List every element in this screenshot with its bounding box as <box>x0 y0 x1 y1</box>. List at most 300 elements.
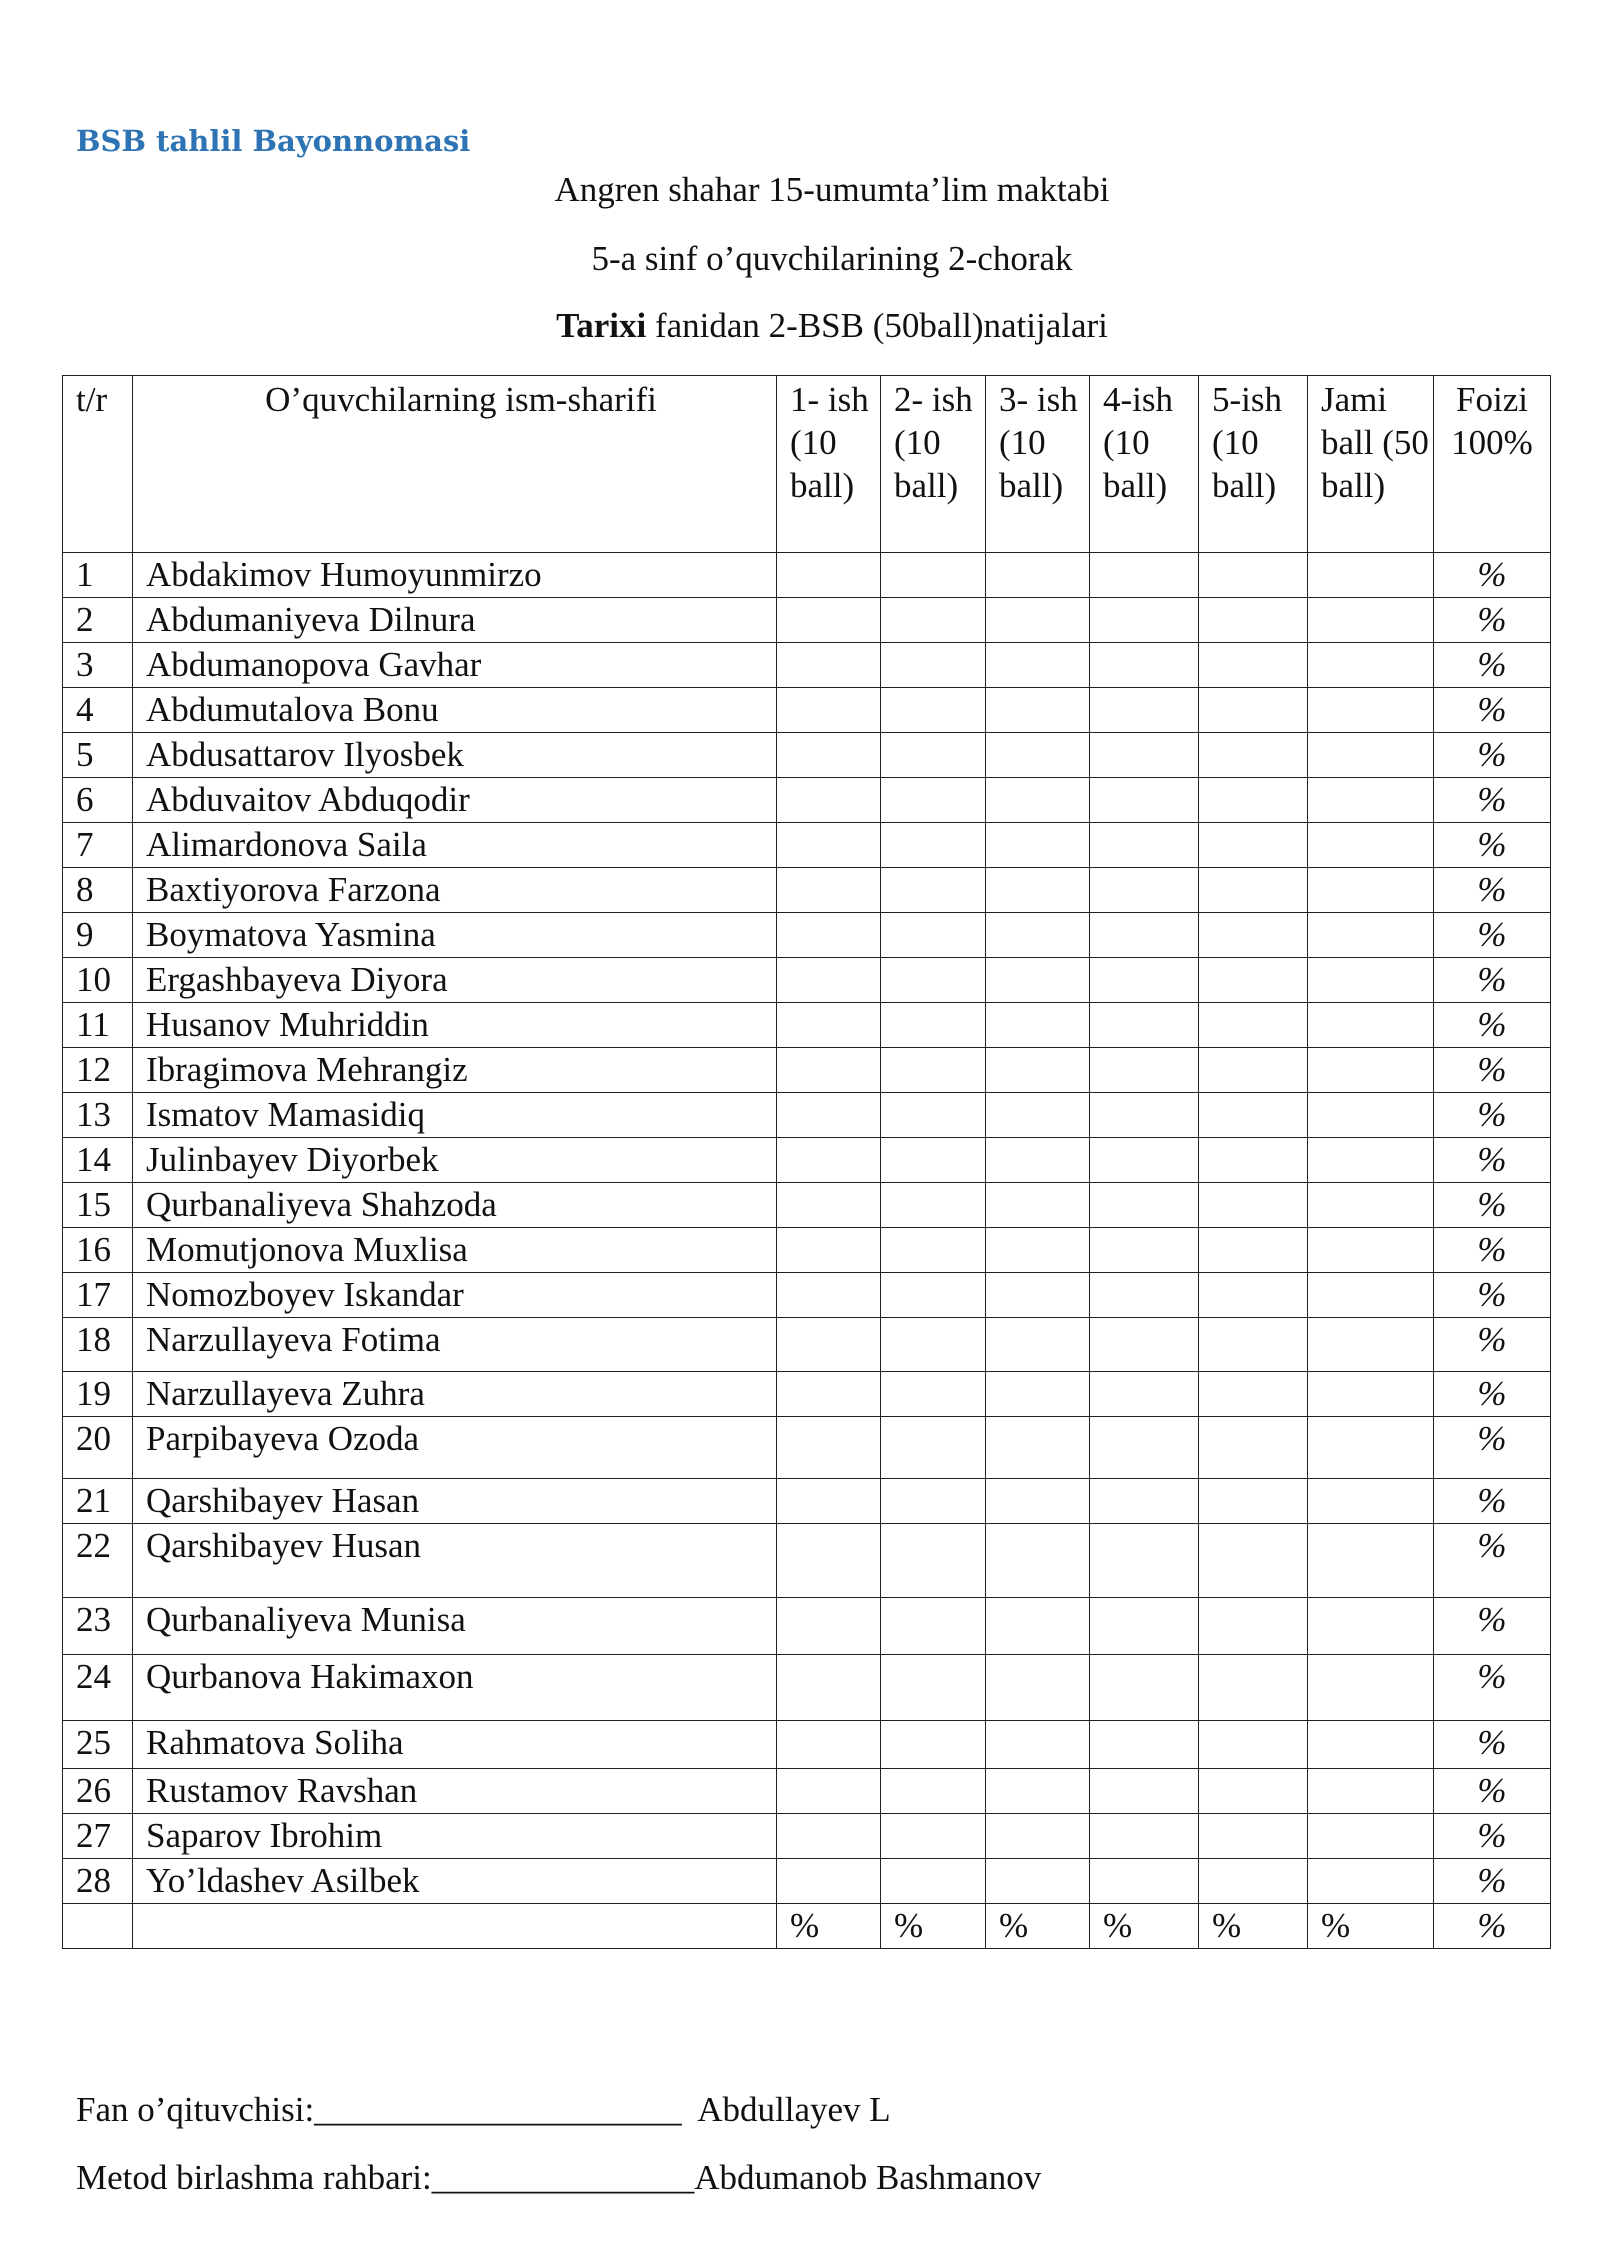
score-cell-total[interactable] <box>1308 1598 1434 1655</box>
score-cell-total[interactable] <box>1308 1273 1434 1318</box>
student-name: Yo’ldashev Asilbek <box>133 1859 777 1904</box>
score-cell-work-3[interactable] <box>986 733 1090 778</box>
row-number: 28 <box>63 1859 133 1904</box>
score-cell-total[interactable] <box>1308 1183 1434 1228</box>
score-cell-work-4[interactable] <box>1090 1093 1199 1138</box>
header-work-3: 3- ish (10 ball) <box>986 376 1090 553</box>
student-name: Ibragimova Mehrangiz <box>133 1048 777 1093</box>
student-name: Nomozboyev Iskandar <box>133 1273 777 1318</box>
table-row <box>63 553 1551 598</box>
score-cell-work-1[interactable] <box>777 598 881 643</box>
table-row <box>63 1228 1551 1273</box>
summary-row <box>63 1904 1551 1949</box>
percent-cell: % <box>1434 1318 1551 1372</box>
score-cell-work-3[interactable] <box>986 1048 1090 1093</box>
row-number: 23 <box>63 1598 133 1655</box>
score-cell-work-5[interactable] <box>1199 1859 1308 1904</box>
score-cell-work-5[interactable] <box>1199 688 1308 733</box>
score-cell-total[interactable] <box>1308 1138 1434 1183</box>
score-cell-work-3[interactable] <box>986 688 1090 733</box>
percent-cell: % <box>1434 1273 1551 1318</box>
student-name: Qarshibayev Hasan <box>133 1479 777 1524</box>
percent-cell: % <box>1434 1228 1551 1273</box>
percent-cell: % <box>1434 643 1551 688</box>
summary-empty-cell <box>133 1904 777 1949</box>
header-number: t/r <box>63 376 133 553</box>
score-cell-work-5[interactable] <box>1199 1048 1308 1093</box>
score-cell-work-2[interactable] <box>881 553 986 598</box>
score-cell-total[interactable] <box>1308 1318 1434 1372</box>
student-name: Qurbanaliyeva Munisa <box>133 1598 777 1655</box>
table-row <box>63 688 1551 733</box>
score-cell-work-2[interactable] <box>881 913 986 958</box>
score-cell-work-5[interactable] <box>1199 868 1308 913</box>
score-cell-work-5[interactable] <box>1199 1814 1308 1859</box>
score-cell-total[interactable] <box>1308 1721 1434 1769</box>
score-cell-work-1[interactable] <box>777 1003 881 1048</box>
score-cell-total[interactable] <box>1308 1524 1434 1598</box>
percent-cell: % <box>1434 1479 1551 1524</box>
summary-empty-cell <box>63 1904 133 1949</box>
row-number: 17 <box>63 1273 133 1318</box>
score-cell-work-2[interactable] <box>881 823 986 868</box>
score-cell-work-2[interactable] <box>881 643 986 688</box>
percent-cell: % <box>1434 958 1551 1003</box>
score-cell-work-1[interactable] <box>777 958 881 1003</box>
score-cell-work-1[interactable] <box>777 1417 881 1479</box>
score-cell-total[interactable] <box>1308 553 1434 598</box>
score-cell-work-5[interactable] <box>1199 1273 1308 1318</box>
student-name: Baxtiyorova Farzona <box>133 868 777 913</box>
score-cell-work-5[interactable] <box>1199 598 1308 643</box>
score-cell-work-2[interactable] <box>881 1769 986 1814</box>
score-cell-work-3[interactable] <box>986 823 1090 868</box>
score-cell-work-1[interactable] <box>777 1769 881 1814</box>
student-name: Abdumutalova Bonu <box>133 688 777 733</box>
class-line: 5-a sinf o’quvchilarining 2-chorak <box>591 239 1073 278</box>
student-name: Qarshibayev Husan <box>133 1524 777 1598</box>
score-cell-work-5[interactable] <box>1199 1721 1308 1769</box>
percent-cell: % <box>1434 1372 1551 1417</box>
percent-cell: % <box>1434 1138 1551 1183</box>
score-cell-work-1[interactable] <box>777 1721 881 1769</box>
score-cell-work-5[interactable] <box>1199 1228 1308 1273</box>
header-total: Jami ball (50 ball) <box>1308 376 1434 553</box>
score-cell-work-2[interactable] <box>881 1859 986 1904</box>
student-name: Alimardonova Saila <box>133 823 777 868</box>
score-cell-work-5[interactable] <box>1199 1598 1308 1655</box>
score-cell-work-4[interactable] <box>1090 1138 1199 1183</box>
score-cell-total[interactable] <box>1308 823 1434 868</box>
score-cell-work-5[interactable] <box>1199 1479 1308 1524</box>
table-row <box>63 868 1551 913</box>
score-cell-work-3[interactable] <box>986 913 1090 958</box>
score-cell-work-3[interactable] <box>986 1721 1090 1769</box>
score-cell-work-1[interactable] <box>777 1814 881 1859</box>
percent-cell: % <box>1434 913 1551 958</box>
score-cell-work-5[interactable] <box>1199 643 1308 688</box>
student-name: Momutjonova Muxlisa <box>133 1228 777 1273</box>
subject-line-rest: fanidan 2-BSB (50ball)natijalari <box>646 306 1108 345</box>
table-row <box>63 1479 1551 1524</box>
score-cell-work-2[interactable] <box>881 1228 986 1273</box>
percent-cell: % <box>1434 1721 1551 1769</box>
score-cell-work-5[interactable] <box>1199 913 1308 958</box>
score-cell-work-2[interactable] <box>881 598 986 643</box>
score-cell-work-4[interactable] <box>1090 868 1199 913</box>
score-cell-work-2[interactable] <box>881 1318 986 1372</box>
score-cell-total[interactable] <box>1308 598 1434 643</box>
row-number: 4 <box>63 688 133 733</box>
score-cell-work-3[interactable] <box>986 598 1090 643</box>
score-cell-work-5[interactable] <box>1199 1138 1308 1183</box>
summary-percent-cell: % <box>986 1904 1090 1949</box>
percent-cell: % <box>1434 823 1551 868</box>
table-row <box>63 1372 1551 1417</box>
score-cell-work-3[interactable] <box>986 1655 1090 1721</box>
row-number: 25 <box>63 1721 133 1769</box>
row-number: 18 <box>63 1318 133 1372</box>
percent-cell: % <box>1434 1769 1551 1814</box>
score-cell-work-2[interactable] <box>881 1721 986 1769</box>
row-number: 10 <box>63 958 133 1003</box>
summary-percent-cell: % <box>1090 1904 1199 1949</box>
score-cell-work-1[interactable] <box>777 1273 881 1318</box>
score-cell-total[interactable] <box>1308 643 1434 688</box>
percent-cell: % <box>1434 1524 1551 1598</box>
score-cell-work-5[interactable] <box>1199 733 1308 778</box>
percent-cell: % <box>1434 1655 1551 1721</box>
score-cell-work-4[interactable] <box>1090 1814 1199 1859</box>
score-cell-total[interactable] <box>1308 868 1434 913</box>
row-number: 2 <box>63 598 133 643</box>
school-line: Angren shahar 15-umumta’lim maktabi <box>554 170 1110 209</box>
score-cell-work-4[interactable] <box>1090 1372 1199 1417</box>
student-name: Ismatov Mamasidiq <box>133 1093 777 1138</box>
score-cell-work-5[interactable] <box>1199 1655 1308 1721</box>
row-number: 27 <box>63 1814 133 1859</box>
score-cell-work-5[interactable] <box>1199 958 1308 1003</box>
table-row <box>63 913 1551 958</box>
score-cell-work-4[interactable] <box>1090 913 1199 958</box>
table-row <box>63 1318 1551 1372</box>
score-cell-total[interactable] <box>1308 733 1434 778</box>
score-cell-work-4[interactable] <box>1090 1318 1199 1372</box>
score-cell-work-1[interactable] <box>777 1859 881 1904</box>
score-cell-work-3[interactable] <box>986 1417 1090 1479</box>
score-cell-work-3[interactable] <box>986 1769 1090 1814</box>
row-number: 9 <box>63 913 133 958</box>
score-cell-total[interactable] <box>1308 1479 1434 1524</box>
score-cell-work-1[interactable] <box>777 1372 881 1417</box>
percent-cell: % <box>1434 688 1551 733</box>
score-cell-work-3[interactable] <box>986 1183 1090 1228</box>
results-table <box>62 375 1551 1949</box>
score-cell-work-1[interactable] <box>777 1655 881 1721</box>
table-row <box>63 1814 1551 1859</box>
score-cell-work-3[interactable] <box>986 1093 1090 1138</box>
score-cell-work-3[interactable] <box>986 1003 1090 1048</box>
score-cell-total[interactable] <box>1308 1814 1434 1859</box>
row-number: 19 <box>63 1372 133 1417</box>
student-name: Narzullayeva Zuhra <box>133 1372 777 1417</box>
score-cell-work-3[interactable] <box>986 643 1090 688</box>
score-cell-work-1[interactable] <box>777 1138 881 1183</box>
document-heading: BSB tahlil Bayonnomasi <box>76 124 471 158</box>
row-number: 24 <box>63 1655 133 1721</box>
score-cell-total[interactable] <box>1308 1048 1434 1093</box>
table-row <box>63 1093 1551 1138</box>
score-cell-work-1[interactable] <box>777 823 881 868</box>
score-cell-work-4[interactable] <box>1090 1859 1199 1904</box>
score-cell-work-2[interactable] <box>881 1655 986 1721</box>
score-cell-work-1[interactable] <box>777 643 881 688</box>
percent-cell: % <box>1434 1417 1551 1479</box>
score-cell-work-2[interactable] <box>881 1814 986 1859</box>
score-cell-work-5[interactable] <box>1199 1769 1308 1814</box>
score-cell-work-2[interactable] <box>881 1372 986 1417</box>
row-number: 20 <box>63 1417 133 1479</box>
student-name: Abdakimov Humoyunmirzo <box>133 553 777 598</box>
student-name: Narzullayeva Fotima <box>133 1318 777 1372</box>
score-cell-work-4[interactable] <box>1090 688 1199 733</box>
score-cell-work-1[interactable] <box>777 733 881 778</box>
score-cell-work-4[interactable] <box>1090 1598 1199 1655</box>
student-name: Ergashbayeva Diyora <box>133 958 777 1003</box>
percent-cell: % <box>1434 598 1551 643</box>
table-row <box>63 1183 1551 1228</box>
table-row <box>63 1769 1551 1814</box>
head-signature-line: Metod birlashma rahbari:_______________Abdumanob Bashmanov <box>76 2158 1042 2197</box>
score-cell-work-5[interactable] <box>1199 1318 1308 1372</box>
score-cell-work-4[interactable] <box>1090 598 1199 643</box>
percent-cell: % <box>1434 1048 1551 1093</box>
score-cell-work-3[interactable] <box>986 1598 1090 1655</box>
score-cell-work-3[interactable] <box>986 778 1090 823</box>
score-cell-work-4[interactable] <box>1090 1183 1199 1228</box>
table-row <box>63 643 1551 688</box>
row-number: 22 <box>63 1524 133 1598</box>
score-cell-work-2[interactable] <box>881 1273 986 1318</box>
score-cell-total[interactable] <box>1308 688 1434 733</box>
score-cell-work-5[interactable] <box>1199 553 1308 598</box>
score-cell-total[interactable] <box>1308 1372 1434 1417</box>
row-number: 15 <box>63 1183 133 1228</box>
score-cell-work-4[interactable] <box>1090 553 1199 598</box>
percent-cell: % <box>1434 1598 1551 1655</box>
student-name: Rustamov Ravshan <box>133 1769 777 1814</box>
row-number: 7 <box>63 823 133 868</box>
score-cell-work-5[interactable] <box>1199 778 1308 823</box>
score-cell-total[interactable] <box>1308 913 1434 958</box>
table-row <box>63 1524 1551 1598</box>
row-number: 3 <box>63 643 133 688</box>
table-row <box>63 1048 1551 1093</box>
score-cell-work-4[interactable] <box>1090 643 1199 688</box>
header-percent: Foizi 100% <box>1434 376 1551 553</box>
summary-percent-cell: % <box>881 1904 986 1949</box>
score-cell-work-1[interactable] <box>777 1228 881 1273</box>
score-cell-total[interactable] <box>1308 1228 1434 1273</box>
row-number: 21 <box>63 1479 133 1524</box>
score-cell-work-4[interactable] <box>1090 1479 1199 1524</box>
score-cell-work-1[interactable] <box>777 1183 881 1228</box>
row-number: 11 <box>63 1003 133 1048</box>
student-name: Boymatova Yasmina <box>133 913 777 958</box>
percent-cell: % <box>1434 1814 1551 1859</box>
score-cell-work-2[interactable] <box>881 1138 986 1183</box>
score-cell-work-4[interactable] <box>1090 1228 1199 1273</box>
score-cell-total[interactable] <box>1308 1093 1434 1138</box>
score-cell-work-2[interactable] <box>881 1598 986 1655</box>
table-row <box>63 778 1551 823</box>
percent-cell: % <box>1434 1003 1551 1048</box>
score-cell-total[interactable] <box>1308 778 1434 823</box>
percent-cell: % <box>1434 868 1551 913</box>
table-row <box>63 1417 1551 1479</box>
score-cell-work-1[interactable] <box>777 778 881 823</box>
row-number: 8 <box>63 868 133 913</box>
student-name: Saparov Ibrohim <box>133 1814 777 1859</box>
score-cell-work-4[interactable] <box>1090 1048 1199 1093</box>
score-cell-work-3[interactable] <box>986 1273 1090 1318</box>
score-cell-work-3[interactable] <box>986 1479 1090 1524</box>
score-cell-work-3[interactable] <box>986 1524 1090 1598</box>
score-cell-total[interactable] <box>1308 1655 1434 1721</box>
score-cell-work-4[interactable] <box>1090 1417 1199 1479</box>
score-cell-work-4[interactable] <box>1090 1524 1199 1598</box>
score-cell-work-2[interactable] <box>881 868 986 913</box>
percent-cell: % <box>1434 778 1551 823</box>
student-name: Julinbayev Diyorbek <box>133 1138 777 1183</box>
score-cell-work-3[interactable] <box>986 958 1090 1003</box>
table-row <box>63 823 1551 868</box>
table-row <box>63 1859 1551 1904</box>
table-row <box>63 598 1551 643</box>
score-cell-work-3[interactable] <box>986 1228 1090 1273</box>
student-name: Husanov Muhriddin <box>133 1003 777 1048</box>
score-cell-total[interactable] <box>1308 1417 1434 1479</box>
score-cell-work-2[interactable] <box>881 1417 986 1479</box>
summary-percent-cell: % <box>1434 1904 1551 1949</box>
score-cell-work-1[interactable] <box>777 913 881 958</box>
score-cell-work-1[interactable] <box>777 553 881 598</box>
score-cell-work-2[interactable] <box>881 1524 986 1598</box>
summary-percent-cell: % <box>777 1904 881 1949</box>
score-cell-total[interactable] <box>1308 1859 1434 1904</box>
teacher-signature-line: Fan o’qituvchisi:_____________________ Abdullayev L <box>76 2090 891 2129</box>
score-cell-work-5[interactable] <box>1199 1524 1308 1598</box>
score-cell-work-1[interactable] <box>777 1524 881 1598</box>
score-cell-total[interactable] <box>1308 958 1434 1003</box>
student-name: Rahmatova Soliha <box>133 1721 777 1769</box>
header-work-2: 2- ish (10 ball) <box>881 376 986 553</box>
score-cell-work-4[interactable] <box>1090 823 1199 868</box>
score-cell-work-2[interactable] <box>881 733 986 778</box>
summary-percent-cell: % <box>1308 1904 1434 1949</box>
student-name: Qurbanaliyeva Shahzoda <box>133 1183 777 1228</box>
score-cell-work-4[interactable] <box>1090 1655 1199 1721</box>
score-cell-work-2[interactable] <box>881 688 986 733</box>
header-work-1: 1- ish (10 ball) <box>777 376 881 553</box>
score-cell-work-4[interactable] <box>1090 733 1199 778</box>
table-row <box>63 1598 1551 1655</box>
score-cell-work-5[interactable] <box>1199 1093 1308 1138</box>
row-number: 12 <box>63 1048 133 1093</box>
score-cell-work-1[interactable] <box>777 1479 881 1524</box>
score-cell-work-5[interactable] <box>1199 1372 1308 1417</box>
header-row <box>63 376 1551 553</box>
score-cell-work-4[interactable] <box>1090 1003 1199 1048</box>
score-cell-work-3[interactable] <box>986 868 1090 913</box>
row-number: 16 <box>63 1228 133 1273</box>
table-row <box>63 1003 1551 1048</box>
score-cell-work-2[interactable] <box>881 1048 986 1093</box>
table-row <box>63 733 1551 778</box>
row-number: 1 <box>63 553 133 598</box>
score-cell-work-5[interactable] <box>1199 1417 1308 1479</box>
score-cell-work-5[interactable] <box>1199 823 1308 868</box>
student-name: Parpibayeva Ozoda <box>133 1417 777 1479</box>
score-cell-total[interactable] <box>1308 1003 1434 1048</box>
score-cell-work-3[interactable] <box>986 1814 1090 1859</box>
score-cell-work-1[interactable] <box>777 688 881 733</box>
table-row <box>63 958 1551 1003</box>
score-cell-work-4[interactable] <box>1090 958 1199 1003</box>
percent-cell: % <box>1434 733 1551 778</box>
score-cell-work-3[interactable] <box>986 1372 1090 1417</box>
row-number: 14 <box>63 1138 133 1183</box>
student-name: Abdusattarov Ilyosbek <box>133 733 777 778</box>
row-number: 5 <box>63 733 133 778</box>
score-cell-work-3[interactable] <box>986 553 1090 598</box>
score-cell-work-2[interactable] <box>881 1479 986 1524</box>
header-work-4: 4-ish (10 ball) <box>1090 376 1199 553</box>
score-cell-work-5[interactable] <box>1199 1003 1308 1048</box>
score-cell-work-3[interactable] <box>986 1138 1090 1183</box>
score-cell-work-2[interactable] <box>881 778 986 823</box>
percent-cell: % <box>1434 553 1551 598</box>
score-cell-work-2[interactable] <box>881 958 986 1003</box>
student-name: Abdumaniyeva Dilnura <box>133 598 777 643</box>
score-cell-work-3[interactable] <box>986 1318 1090 1372</box>
score-cell-work-5[interactable] <box>1199 1183 1308 1228</box>
score-cell-work-1[interactable] <box>777 1318 881 1372</box>
score-cell-work-1[interactable] <box>777 1093 881 1138</box>
percent-cell: % <box>1434 1093 1551 1138</box>
score-cell-work-3[interactable] <box>986 1859 1090 1904</box>
subject-line <box>0 306 1600 346</box>
score-cell-work-4[interactable] <box>1090 778 1199 823</box>
table-row <box>63 1273 1551 1318</box>
row-number: 13 <box>63 1093 133 1138</box>
table-row <box>63 1721 1551 1769</box>
score-cell-work-1[interactable] <box>777 1048 881 1093</box>
score-cell-work-2[interactable] <box>881 1093 986 1138</box>
score-cell-work-2[interactable] <box>881 1003 986 1048</box>
table-row <box>63 1138 1551 1183</box>
score-cell-total[interactable] <box>1308 1769 1434 1814</box>
student-name: Abdumanopova Gavhar <box>133 643 777 688</box>
score-cell-work-2[interactable] <box>881 1183 986 1228</box>
score-cell-work-1[interactable] <box>777 1598 881 1655</box>
score-cell-work-4[interactable] <box>1090 1273 1199 1318</box>
score-cell-work-4[interactable] <box>1090 1769 1199 1814</box>
table-row <box>63 1655 1551 1721</box>
student-name: Qurbanova Hakimaxon <box>133 1655 777 1721</box>
score-cell-work-1[interactable] <box>777 868 881 913</box>
score-cell-work-4[interactable] <box>1090 1721 1199 1769</box>
